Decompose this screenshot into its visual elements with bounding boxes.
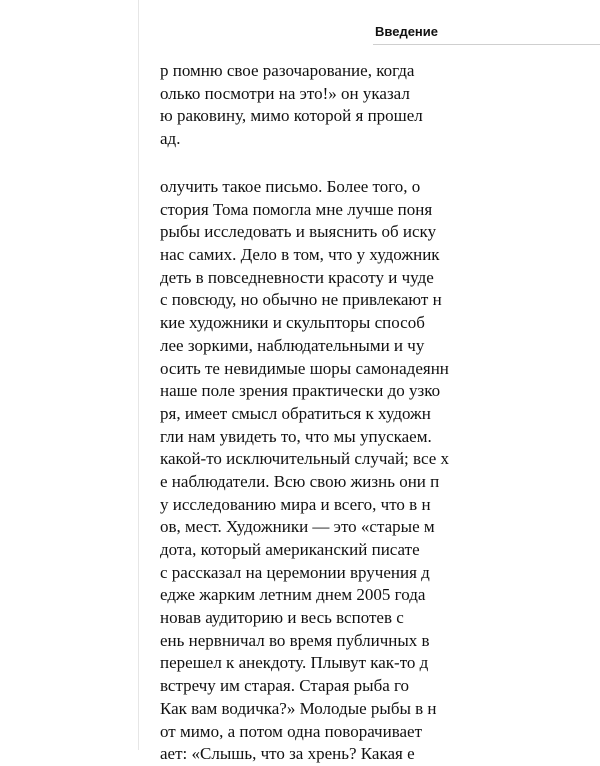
text-line: ень нервничал во время публичных в [160, 630, 430, 650]
running-header-title: Введение [375, 24, 438, 39]
text-line: рыбы исследовать и выяснить об иску [160, 222, 437, 242]
text-line: р помню свое разочарование, когда [160, 61, 415, 80]
text-line: у исследованию мира и всего, что в н [160, 494, 431, 514]
text-line: перешел к анекдоту. Плывут как-то д [160, 653, 429, 673]
text-line: Как вам водичка?» Молодые рыбы в н [160, 698, 437, 718]
paragraph-1 [160, 60, 600, 150]
text-line: деть в повседневности красоту и чуде [160, 267, 434, 287]
header-rule [373, 44, 600, 45]
text-line: дота, который американский писате [160, 540, 420, 559]
text-line: олучить такое письмо. Более того, о [160, 177, 421, 196]
text-line: е наблюдатели. Всю свою жизнь они п [160, 471, 440, 491]
text-line: от мимо, а потом одна поворачивает [160, 721, 423, 741]
text-line: кие художники и скульпторы способ [160, 313, 425, 333]
body-text [160, 60, 600, 766]
text-line: лее зоркими, наблюдательными и чу [160, 335, 425, 355]
text-line: ря, имеет смысл обратиться к художн [160, 403, 431, 423]
text-line: наше поле зрения практически до узко [160, 381, 441, 401]
text-line: с повсюду, но обычно не привлекают н [160, 290, 442, 310]
text-line: с рассказал на церемонии вручения д [160, 562, 430, 582]
text-line: встречу им старая. Старая рыба го [160, 676, 410, 696]
paragraph-2 [160, 176, 600, 766]
text-line: гли нам увидеть то, что мы упускаем. [160, 426, 432, 446]
text-line: ов, мест. Художники — это «старые м [160, 517, 435, 537]
gutter-shadow [138, 0, 139, 750]
text-line: нас самих. Дело в том, что у художник [160, 245, 440, 265]
text-line: осить те невидимые шоры самонадеянн [160, 358, 449, 378]
text-line: олько посмотри на это!» он указал [160, 83, 410, 103]
text-line: ю раковину, мимо которой я прошел [160, 106, 423, 125]
text-line: ает: «Слышь, что за хрень? Какая е [160, 744, 415, 764]
text-line: ад. [160, 128, 181, 148]
text-line: какой-то исключительный случай; все х [160, 449, 449, 469]
text-line: стория Тома помогла мне лучше поня [160, 199, 433, 219]
text-line: новав аудиторию и весь вспотев с [160, 608, 404, 628]
text-line: едже жарким летним днем 2005 года [160, 585, 426, 605]
